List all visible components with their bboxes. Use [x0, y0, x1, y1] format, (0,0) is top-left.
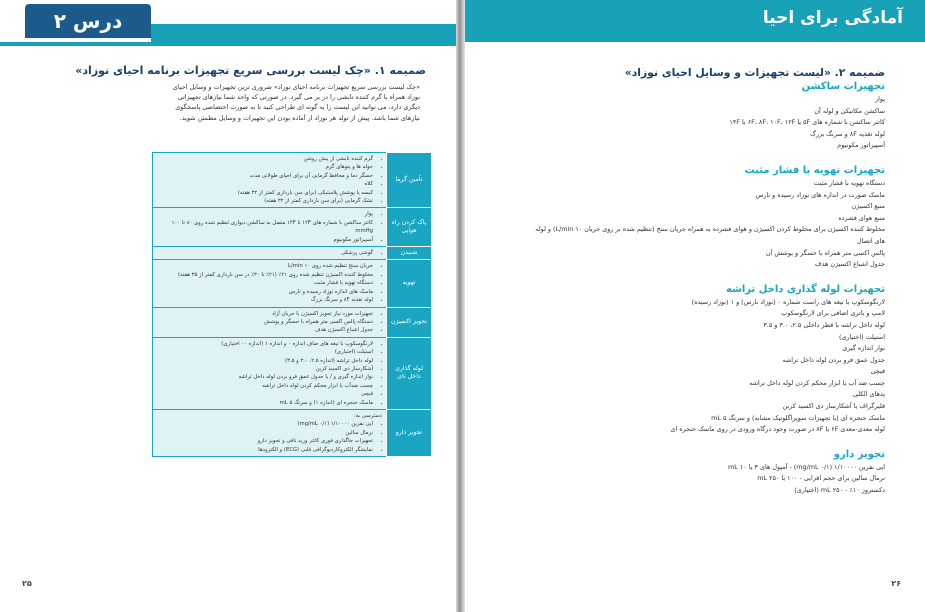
equipment-line: قلیرگراف یا آشکارساز دی اکسید کربن — [782, 402, 885, 411]
checklist-item: • تجهیزات جاگذاری فوری کاتتر ورید نافی و تجویز دارو — [157, 437, 373, 445]
equipment-checklist-table — [152, 152, 432, 457]
checklist-category: تجویز اکسیژن — [387, 307, 432, 337]
left-page-header — [0, 0, 456, 46]
checklist-item: • جریان سنج تنظیم شده روی ۱۰ L/min — [157, 262, 373, 270]
equipment-line: کاتتر ساکشن با شماره های ۵F یا ۶F، ۸F، ۱۰F، ۱۲F یا ۱۴F — [729, 118, 885, 127]
equipment-line: پدهای الکلی — [852, 390, 885, 399]
equipment-line: لوله معدی-معدی ۶F یا ۸F در صورت وجود درگاه ورودی در روی ماسک حنجره ای — [670, 425, 885, 434]
right-page-header — [465, 0, 925, 42]
checklist-note: دسترسی به: — [354, 412, 382, 419]
checklist-item-list — [157, 340, 382, 407]
checklist-item-list — [157, 249, 382, 257]
header-accent-bar — [151, 24, 456, 42]
checklist-item: • ماسک حنجره ای (اندازه ۱) و سرنگ ۵ mL — [157, 399, 373, 407]
checklist-item-list — [157, 210, 382, 244]
checklist-item: • ماسک های اندازه نوزاد رسیده و نارس — [157, 288, 373, 296]
checklist-items — [153, 337, 387, 409]
equipment-line: ساکشن مکانیکی و لوله آن — [814, 106, 885, 115]
equipment-line: آسپیراتور مکونیوم — [837, 141, 885, 150]
checklist-row — [153, 337, 432, 409]
book-gutter — [456, 0, 465, 612]
page-number: ۲۶ — [891, 579, 901, 588]
checklist-item: • دستگاه تهویه با فشار مثبت — [157, 279, 373, 287]
checklist-items — [153, 260, 387, 307]
checklist-item: • حسگر دما و محافظ گرمایی آن برای احیای طولانی مدت — [157, 172, 373, 180]
appendix-1-intro: «چک لیست بررسی سریع تجهیزات برنامه احیای نوزاد» ضروری ترین تجهیزات و وسایل احیای نوزاد همراه با گرم کننده تابشی را در بر می گیرد. در صورتی که واحد شما نیازهای تجهیزاتی دیگری دارد، می توانید این لیست را به گونه ای طراحی کنید تا به صورت اختصاصی پاسخگوی نیازهای شما باشد. پیش از تولد هر نوزاد از آماده بودن این تجهیزات و وسایل مطمئن شوید. — [172, 83, 420, 122]
checklist-item: • نرمال سالین — [157, 429, 373, 437]
checklist-items — [153, 409, 387, 456]
checklist-item: • کیسه یا پوشش پلاستیکی (برای سن بارداری کمتر از ۳۲ هفته) — [157, 189, 373, 197]
checklist-item: • لوله داخل تراشه (اندازه ۲.۵، ۳.۰ و ۳.۵) — [157, 357, 373, 365]
checklist-item-list — [157, 155, 382, 205]
checklist-item: • دستگاه پالس اکسی متر همراه با حسگر و پوشش — [157, 318, 373, 326]
right-page — [465, 0, 925, 612]
equipment-line: نرمال سالین برای حجم افزایی - ۱۰۰ یا ۲۵۰ mL — [757, 474, 885, 483]
checklist-category: تهویه — [387, 260, 432, 307]
chapter-title: آمادگی برای احیا — [762, 8, 903, 28]
equipment-line: ماسک حنجره ای (یا تجهیزات سوپراگلوتیک مشابه) و سرنگ ۵ mL — [711, 413, 885, 422]
checklist-items — [153, 208, 387, 247]
checklist-item: • کلاه — [157, 180, 373, 188]
checklist-category: لوله گذاری داخل نای — [387, 337, 432, 409]
checklist-item: • گوشی پزشکی — [157, 249, 373, 257]
appendix-1-title: ضمیمه ۱. «چک لیست بررسی سریع تجهیزات برنامه احیای نوزاد» — [75, 64, 426, 77]
checklist-item: • اپی نفرین ۱/۱۰۰۰۰ (۰/۱ mg/mL) — [157, 420, 373, 428]
checklist-item: • نوار اندازه گیری و / یا جدول عمق فرو بردن لوله داخل تراشه — [157, 373, 373, 381]
checklist-row — [153, 208, 432, 247]
checklist-item: • پوار — [157, 210, 373, 218]
checklist-items — [153, 247, 387, 260]
checklist-row — [153, 260, 432, 307]
equipment-line: منبع اکسیژن — [851, 202, 885, 211]
equipment-line: لارنگوسکوپ با تیغه های راست شماره ۰ (نوزاد نارس) و ۱ (نوزاد رسیده) — [691, 297, 885, 306]
checklist-item: • آسپیراتور مکونیوم — [157, 236, 373, 244]
equipment-line: ماسک صورت در اندازه های نوزاد رسیده و نارس — [755, 190, 885, 199]
equipment-line: جدول عمق فرو بردن لوله داخل تراشه — [782, 355, 885, 364]
subsection-title: تجهیزات تهویه با فشار مثبت — [744, 164, 885, 176]
checklist-row — [153, 307, 432, 337]
checklist-item: • آشکارساز دی اکسید کربن — [157, 365, 373, 373]
checklist-item: • تجهیزات مورد نیاز تجویز اکسیژن با جریان آزاد — [157, 310, 373, 318]
lesson-tab: درس ۲ — [25, 4, 151, 38]
checklist-item: • چسب ضدآب یا ابزار محکم کردن لوله داخل تراشه — [157, 382, 373, 390]
equipment-line: لامپ و باتری اضافی برای لارنگوسکوپ — [781, 309, 885, 318]
equipment-line: لوله تغذیه ۸F و سرنگ بزرگ — [810, 129, 885, 138]
checklist-item: • جدول اشباع اکسیژن هدف — [157, 326, 373, 334]
equipment-line: دستگاه تهویه با فشار مثبت — [813, 178, 885, 187]
checklist-items — [153, 307, 387, 337]
checklist-item: • کاتتر ساکشن با شماره های ۱۲F تا ۱۴F متصل به ساکشن دیواری تنظیم شده روی ۸۰ تا ۱۰۰ mmHg — [157, 219, 373, 236]
checklist-item: • لوله تغذیه ۸F و سرنگ بزرگ — [157, 296, 373, 304]
checklist-item: • نمایشگر الکتروکاردیوگرافی قلبی (ECG) و الکترودها — [157, 446, 373, 454]
equipment-line: اپی نفرین ۱/۱۰۰۰۰ (۰/۱ mg/mL) - آمپول های ۳ یا ۱۰ mL — [728, 462, 885, 471]
checklist-item: • قیچی — [157, 390, 373, 398]
equipment-line: قیچی — [870, 367, 885, 376]
equipment-line: نوار اندازه گیری — [842, 344, 885, 353]
checklist-items — [153, 153, 387, 208]
checklist-item: • استیلت (اختیاری) — [157, 348, 373, 356]
checklist-item: • گرم کننده تابشی از پیش روشن — [157, 155, 373, 163]
subsection-title: تجهیزات لوله گذاری داخل تراشه — [725, 283, 885, 295]
page-number: ۲۵ — [22, 579, 32, 588]
equipment-line: استیلت (اختیاری) — [838, 332, 885, 341]
equipment-line: چسب ضد آب یا ابزار محکم کردن لوله داخل تراشه — [749, 378, 885, 387]
left-page — [0, 0, 456, 612]
equipment-line: منبع هوای فشرده — [838, 213, 885, 222]
checklist-item-list — [157, 420, 382, 454]
checklist-item: • مخلوط کننده اکسیژن تنظیم شده روی ۲۱٪ (۲۱٪ تا ۳۰٪ در سن بارداری کمتر از ۳۵ هفته) — [157, 271, 373, 279]
equipment-line: جدول اشباع اکسیژن هدف — [815, 260, 885, 269]
checklist-row — [153, 153, 432, 208]
checklist-row — [153, 409, 432, 456]
checklist-item: • لارنگوسکوپ با تیغه های صاف اندازه ۰ و اندازه ۱ (اندازه ۰۰ اختیاری) — [157, 340, 373, 348]
checklist-category: تجویز دارو — [387, 409, 432, 456]
checklist-item: • تشک گرمایی (برای سن بارداری کمتر از ۳۲ هفته) — [157, 197, 373, 205]
appendix-2-content — [525, 66, 885, 497]
checklist-item-list — [157, 310, 382, 335]
subsection-title: تجهیزات ساکشن — [801, 81, 885, 92]
equipment-line: پوار — [875, 95, 885, 103]
checklist-category: تأمین گرما — [387, 153, 432, 208]
subsection-title: تجویز دارو — [833, 448, 885, 460]
checklist-item-list — [157, 262, 382, 304]
equipment-line: دکستروز ۱۰٪ - ۲۵۰ mL (اختیاری) — [794, 486, 885, 495]
equipment-line: مخلوط کننده اکسیژن برای مخلوط کردن اکسیژن و هوای فشرده به همراه جریان سنج (تنظیم شده بر روی جریان ۱۰ L/min) و لوله های اتصال — [535, 225, 885, 245]
equipment-line: لوله داخل تراشه با قطر داخلی ۲.۵، ۳.۰ و ۳.۵ — [763, 320, 885, 329]
checklist-category: پاک کردن راه هوایی — [387, 208, 432, 247]
equipment-line: پالس اکسی متر همراه با حسگر و پوشش آن — [765, 248, 885, 257]
checklist-row — [153, 247, 432, 260]
checklist-item: • حوله ها و پتوهای گرم — [157, 163, 373, 171]
appendix-2-title: ضمیمه ۲. «لیست تجهیزات و وسایل احیای نوزاد» — [624, 66, 885, 79]
checklist-category: شنیدن — [387, 247, 432, 260]
